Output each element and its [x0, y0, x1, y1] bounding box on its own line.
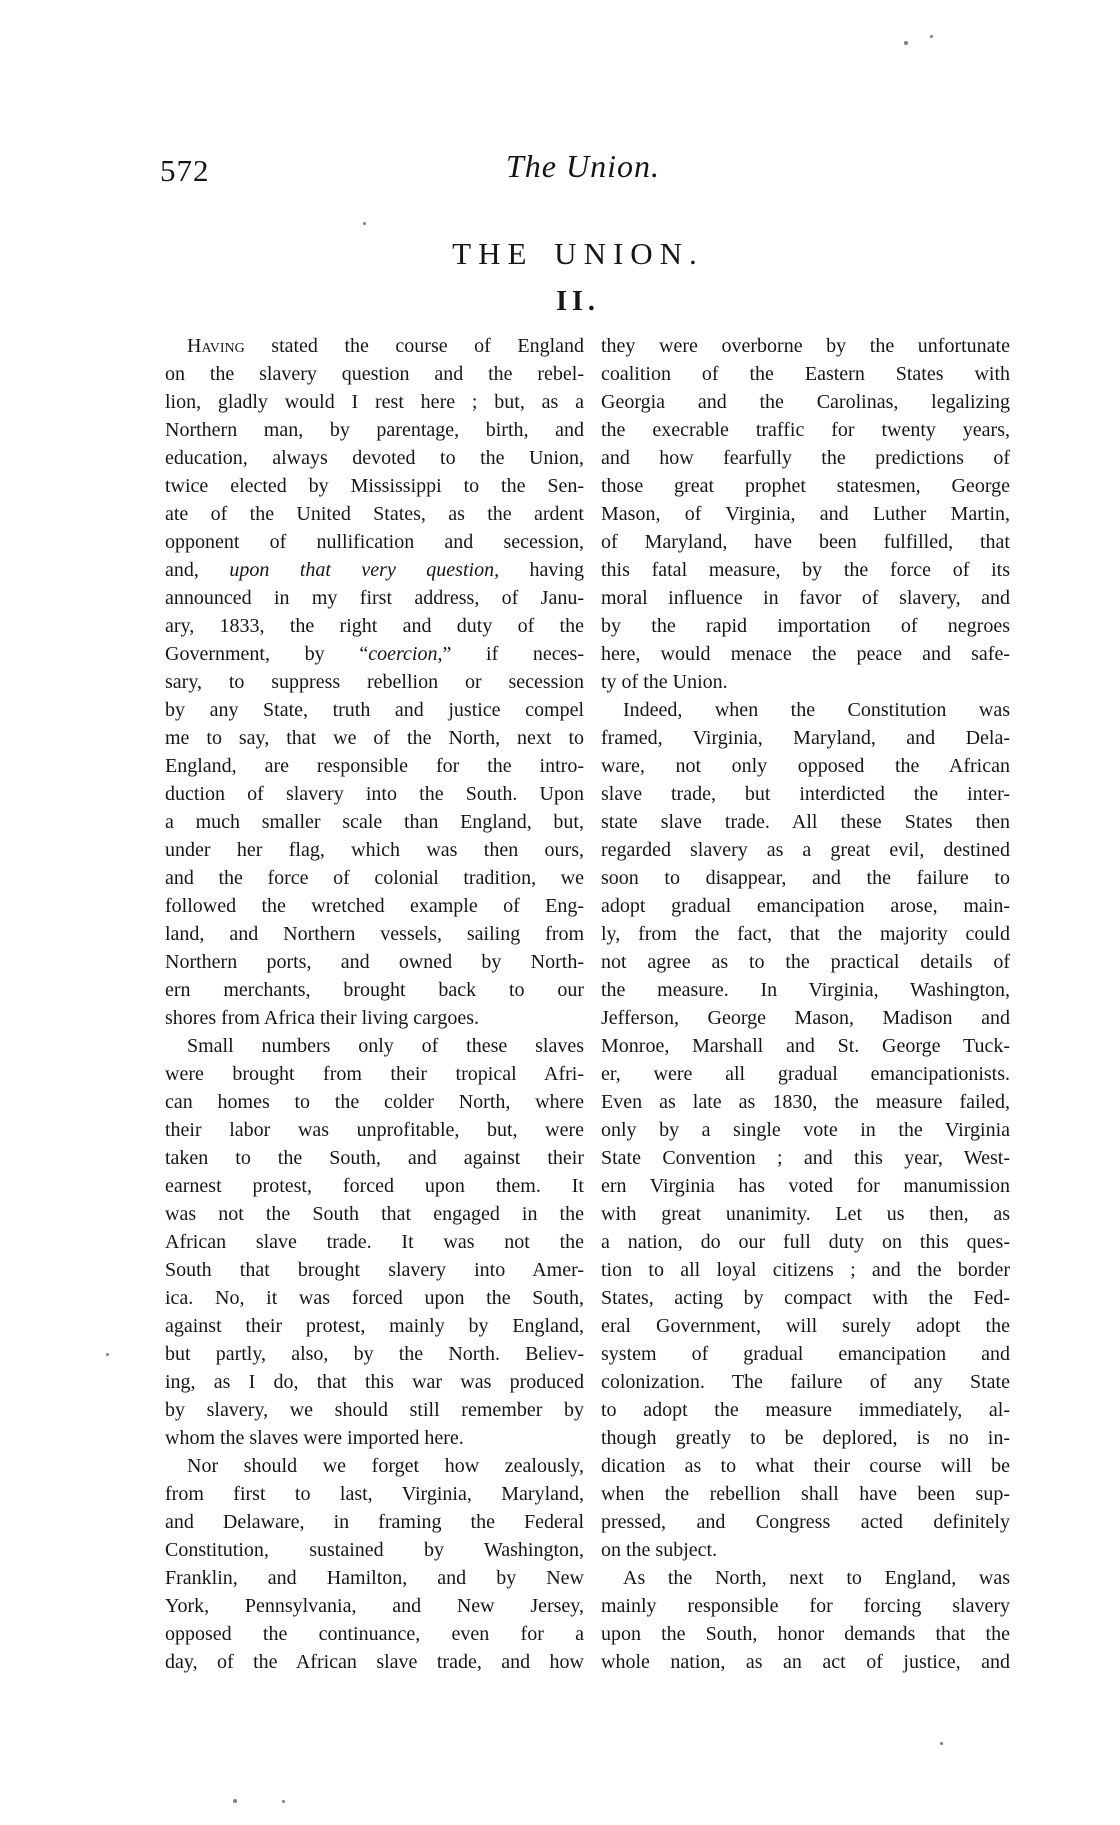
text-line: Nor should we forget how zealously,	[187, 1455, 584, 1477]
text-line: twice elected by Mississippi to the Sen-	[165, 475, 584, 497]
text-line: not agree as to the practical details of	[601, 951, 1010, 973]
text-line: State Convention ; and this year, West-	[601, 1147, 1010, 1169]
text-line: duction of slavery into the South. Upon	[165, 783, 584, 805]
text-line: can homes to the colder North, where	[165, 1091, 584, 1113]
text-line: to adopt the measure immediately, al-	[601, 1399, 1010, 1421]
text-line: ary, 1833, the right and duty of the	[165, 615, 584, 637]
text-line: tion to all loyal citizens ; and the border	[601, 1259, 1010, 1281]
text-line: from first to last, Virginia, Maryland,	[165, 1483, 584, 1505]
column-right	[601, 332, 1010, 1676]
text-line: though greatly to be deplored, is no in-	[601, 1427, 1010, 1449]
text-line: by the rapid importation of negroes	[601, 615, 1010, 637]
text-line: Government, by “coercion,” if neces-	[165, 643, 584, 665]
article-title: THE UNION.	[452, 236, 704, 271]
text-line: framed, Virginia, Maryland, and Dela-	[601, 727, 1010, 749]
text-line: pressed, and Congress acted definitely	[601, 1511, 1010, 1533]
text-line: followed the wretched example of Eng-	[165, 895, 584, 917]
text-line: whom the slaves were imported here.	[165, 1427, 464, 1449]
section-number: II.	[556, 286, 600, 317]
scan-speck	[106, 1353, 109, 1356]
text-line: were brought from their tropical Afri-	[165, 1063, 584, 1085]
text-line: those great prophet statesmen, George	[601, 475, 1010, 497]
text-line: adopt gradual emancipation arose, main-	[601, 895, 1010, 917]
text-line: on the subject.	[601, 1539, 718, 1561]
text-line: only by a single vote in the Virginia	[601, 1119, 1010, 1141]
text-line: this fatal measure, by the force of its	[601, 559, 1010, 581]
text-line: ware, not only opposed the African	[601, 755, 1010, 777]
text-line: education, always devoted to the Union,	[165, 447, 584, 469]
text-line: when the rebellion shall have been sup-	[601, 1483, 1010, 1505]
text-line: coalition of the Eastern States with	[601, 363, 1010, 385]
scan-speck	[363, 222, 366, 225]
text-line: earnest protest, forced upon them. It	[165, 1175, 584, 1197]
text-line: Northern ports, and owned by North-	[165, 951, 584, 973]
text-line: under her flag, which was then ours,	[165, 839, 584, 861]
text-line: the execrable traffic for twenty years,	[601, 419, 1010, 441]
text-line: moral influence in favor of slavery, and	[601, 587, 1010, 609]
text-line: ing, as I do, that this war was produced	[165, 1371, 584, 1393]
text-line: opposed the continuance, even for a	[165, 1623, 584, 1645]
text-line: their labor was unprofitable, but, were	[165, 1119, 584, 1141]
text-line: er, were all gradual emancipationists.	[601, 1063, 1010, 1085]
text-line: Constitution, sustained by Washington,	[165, 1539, 584, 1561]
text-line: ate of the United States, as the ardent	[165, 503, 584, 525]
running-head: The Union.	[506, 148, 660, 184]
scan-speck	[940, 1742, 943, 1745]
text-line: slave trade, but interdicted the inter-	[601, 783, 1010, 805]
text-line: by any State, truth and justice compel	[165, 699, 584, 721]
text-line: against their protest, mainly by England,	[165, 1315, 584, 1337]
text-line: mainly responsible for forcing slavery	[601, 1595, 1010, 1617]
text-line: dication as to what their course will be	[601, 1455, 1010, 1477]
text-line: Having stated the course of England	[187, 335, 584, 357]
text-line: by slavery, we should still remember by	[165, 1399, 584, 1421]
text-line: of Maryland, have been fulfilled, that	[601, 531, 1010, 553]
text-line: system of gradual emancipation and	[601, 1343, 1010, 1365]
text-line: and Delaware, in framing the Federal	[165, 1511, 584, 1533]
text-line: Small numbers only of these slaves	[187, 1035, 584, 1057]
text-line: state slave trade. All these States then	[601, 811, 1010, 833]
text-line: whole nation, as an act of justice, and	[601, 1651, 1010, 1673]
scan-speck	[282, 1800, 285, 1803]
scan-speck	[233, 1799, 237, 1803]
text-line: and the force of colonial tradition, we	[165, 867, 584, 889]
text-line: a nation, do our full duty on this ques-	[601, 1231, 1010, 1253]
text-line: soon to disappear, and the failure to	[601, 867, 1010, 889]
text-line: Franklin, and Hamilton, and by New	[165, 1567, 584, 1589]
text-line: As the North, next to England, was	[623, 1567, 1010, 1589]
text-line: Jefferson, George Mason, Madison and	[601, 1007, 1010, 1029]
text-line: ty of the Union.	[601, 671, 728, 693]
text-line: shores from Africa their living cargoes.	[165, 1007, 479, 1029]
text-line: here, would menace the peace and safe-	[601, 643, 1010, 665]
text-line: sary, to suppress rebellion or secession	[165, 671, 584, 693]
text-line: Georgia and the Carolinas, legalizing	[601, 391, 1010, 413]
text-line: Mason, of Virginia, and Luther Martin,	[601, 503, 1010, 525]
text-line: but partly, also, by the North. Believ-	[165, 1343, 584, 1365]
page-number: 572	[160, 153, 210, 188]
text-columns	[165, 332, 1010, 1676]
text-line: ern merchants, brought back to our	[165, 979, 584, 1001]
text-line: me to say, that we of the North, next to	[165, 727, 584, 749]
text-line: on the slavery question and the rebel-	[165, 363, 584, 385]
text-line: regarded slavery as a great evil, destined	[601, 839, 1010, 861]
text-line: opponent of nullification and secession,	[165, 531, 584, 553]
text-line: ica. No, it was forced upon the South,	[165, 1287, 584, 1309]
text-line: eral Government, will surely adopt the	[601, 1315, 1010, 1337]
scan-speck	[930, 35, 933, 38]
column-left	[165, 332, 584, 1676]
text-line: South that brought slavery into Amer-	[165, 1259, 584, 1281]
text-line: land, and Northern vessels, sailing from	[165, 923, 584, 945]
text-line: and, upon that very question, having	[165, 559, 584, 581]
text-line: ly, from the fact, that the majority could	[601, 923, 1010, 945]
text-line: States, acting by compact with the Fed-	[601, 1287, 1010, 1309]
text-line: a much smaller scale than England, but,	[165, 811, 584, 833]
text-line: Northern man, by parentage, birth, and	[165, 419, 584, 441]
text-line: lion, gladly would I rest here ; but, as a	[165, 391, 584, 413]
text-line: taken to the South, and against their	[165, 1147, 584, 1169]
text-line: Monroe, Marshall and St. George Tuck-	[601, 1035, 1010, 1057]
scan-speck	[904, 41, 908, 45]
text-line: ern Virginia has voted for manumission	[601, 1175, 1010, 1197]
text-line: colonization. The failure of any State	[601, 1371, 1010, 1393]
text-line: England, are responsible for the intro-	[165, 755, 584, 777]
text-line: upon the South, honor demands that the	[601, 1623, 1010, 1645]
text-line: the measure. In Virginia, Washington,	[601, 979, 1010, 1001]
text-line: announced in my first address, of Janu-	[165, 587, 584, 609]
text-line: day, of the African slave trade, and how	[165, 1651, 584, 1673]
text-line: with great unanimity. Let us then, as	[601, 1203, 1010, 1225]
text-line: they were overborne by the unfortunate	[601, 335, 1010, 357]
text-line: Indeed, when the Constitution was	[623, 699, 1010, 721]
text-line: African slave trade. It was not the	[165, 1231, 584, 1253]
text-line: York, Pennsylvania, and New Jersey,	[165, 1595, 584, 1617]
text-line: and how fearfully the predictions of	[601, 447, 1010, 469]
text-line: was not the South that engaged in the	[165, 1203, 584, 1225]
text-line: Even as late as 1830, the measure failed,	[601, 1091, 1010, 1113]
